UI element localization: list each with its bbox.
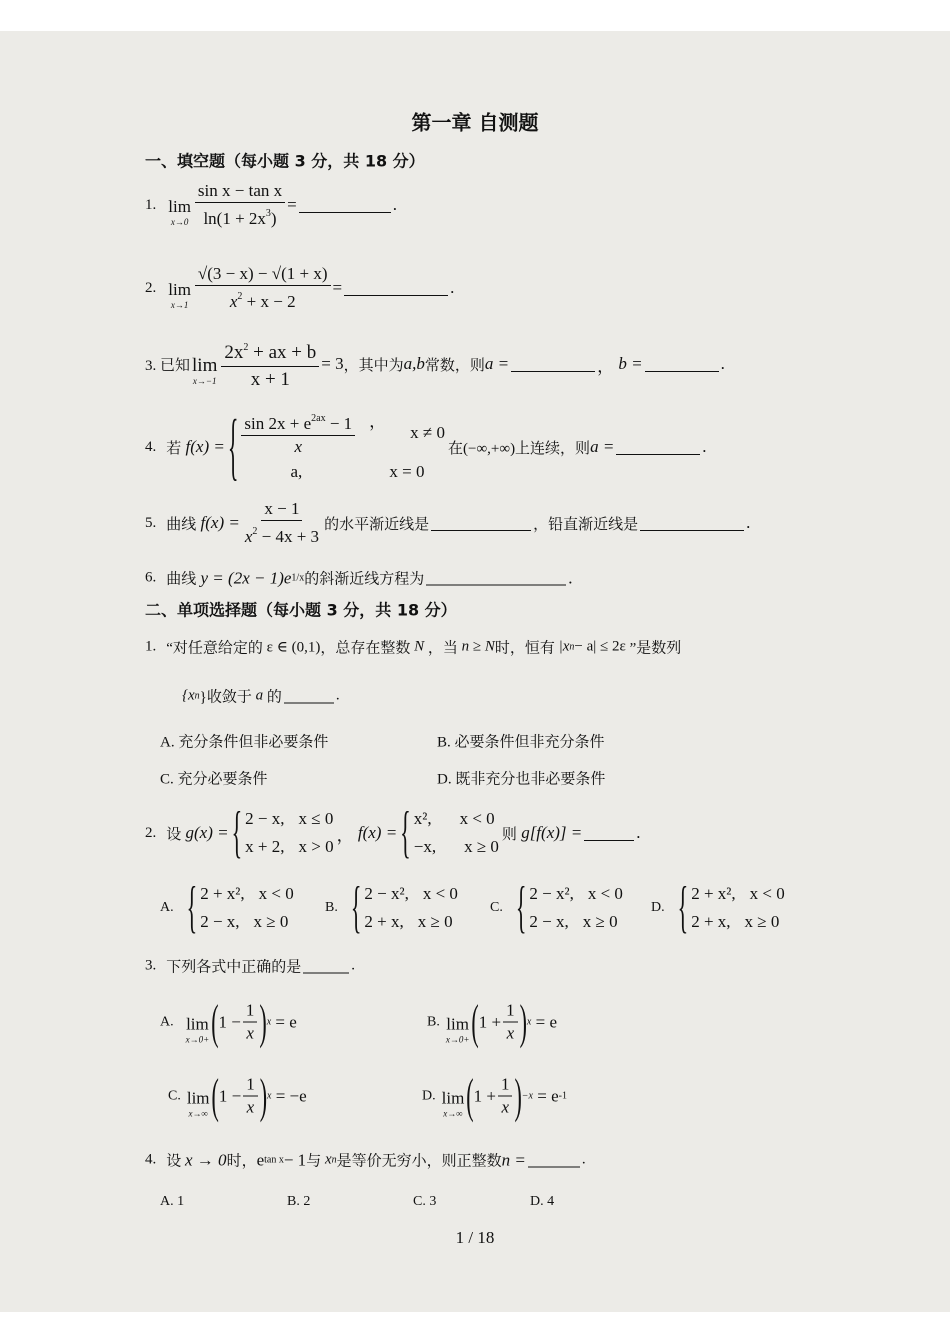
s1-question-1: 1. lim x→0 $\frac{\text{sin x − tan x}}{\ln(1 + 2x^3)}$ = . [145, 181, 397, 228]
answer-blank[interactable] [284, 689, 334, 704]
fraction: $\frac{2x^2 + ax + b}{x + 1}$ [221, 335, 319, 393]
section-1-heading: 一、填空题（每小题 3 分，共 18 分） [145, 151, 425, 171]
answer-blank[interactable] [426, 571, 566, 586]
s2-q2-options [160, 874, 788, 940]
option-d[interactable]: D. 4 [530, 1194, 555, 1209]
s1-question-3: 3. 已知 lim x→−1 $\frac{2x^2 + ax + b}{x + 1}$ = 3 ，其中为 a,b 常数，则 a = ， b = . [145, 335, 725, 393]
answer-blank-b[interactable] [645, 357, 719, 372]
document-page [0, 31, 950, 1312]
answer-blank[interactable] [299, 198, 391, 213]
answer-blank-vertical[interactable] [640, 516, 744, 531]
answer-blank[interactable] [528, 1153, 580, 1168]
answer-blank-a[interactable] [511, 357, 595, 372]
fraction: $\frac{x - 1}{x^2 - 4x + 3}$ [244, 499, 320, 546]
s1-question-6: 6. 曲线 y = (2x − 1)e 1/x 的斜渐近线方程为 . [145, 568, 573, 588]
s2-question-3: 3. 下列各式中正确的是 . [145, 957, 356, 976]
answer-blank[interactable] [616, 440, 700, 455]
s2-question-2: 2. 设 g(x) = { 2 − x, x ≤ 0 x + 2, x > 0 ， f(x) = { x², x < 0 −x, x ≥ 0 则 g[f(x)] = . [145, 799, 641, 865]
piecewise-f: { x², x < 0 −x, x ≥ 0 [400, 799, 499, 865]
answer-blank[interactable] [584, 826, 634, 841]
limit: lim x→0 [168, 197, 191, 227]
option-c[interactable]: C. 3 [413, 1194, 437, 1209]
answer-blank[interactable] [303, 959, 349, 974]
option-c[interactable]: C. { 2 − x², x < 0 2 − x, x ≥ 0 [490, 874, 623, 940]
s1-question-2: 2. lim x→1 $\frac{√(3 - x) - √(1 + x)}{x^2 + x - 2}$ = . [145, 264, 455, 311]
limit: lim x→1 [168, 280, 191, 310]
option-b[interactable]: B. lim x→0+ ( 1 + $\frac{1}{x}$ ) x = e [427, 993, 558, 1049]
option-c[interactable]: C. lim x→∞ ( 1 − $\frac{1}{x}$ ) x = −e [168, 1067, 307, 1123]
fraction: $\frac{\text{sin x − tan x}}{\ln(1 + 2x^3)}$ [195, 180, 285, 230]
answer-blank-horizontal[interactable] [431, 516, 531, 531]
page-number: 1 / 18 [455, 1228, 495, 1247]
section-2-heading: 二、单项选择题（每小题 3 分，共 18 分） [145, 600, 457, 620]
option-d[interactable]: D. { 2 + x², x < 0 2 + x, x ≥ 0 [651, 874, 785, 940]
option-b[interactable]: B. { 2 − x², x < 0 2 + x, x ≥ 0 [325, 874, 458, 940]
option-d[interactable]: D. 既非充分也非必要条件 [437, 771, 606, 788]
fraction: $\frac{√(3 - x) - √(1 + x)}{x^2 + x - 2}$ [195, 263, 331, 313]
piecewise-function: { $\frac{\sin 2x + e^{2ax} - 1}{x}$ ， x ≠ 0 a, x = 0 [227, 402, 446, 488]
option-a[interactable]: A. 1 [160, 1194, 185, 1209]
s1-question-5: 5. 曲线 f(x) = $\frac{x - 1}{x^2 - 4x + 3}$ 的水平渐近线是 ，铅直渐近线是 . [145, 499, 751, 546]
s2-question-4: 4. 设 x → 0 时， e tan x − 1 与 x n 是等价无穷小，则正整数 n = . [145, 1150, 586, 1170]
s1-question-4: 4. 若 f(x) = { $\frac{\sin 2x + e^{2ax} - 1}{x}$ ， x ≠ 0 a, x = 0 在(−∞,+∞)上连续，则 a = . [145, 402, 707, 488]
limit: lim x→−1 [192, 355, 218, 386]
answer-blank[interactable] [344, 281, 448, 296]
option-c[interactable]: C. 充分必要条件 [160, 771, 268, 788]
option-b[interactable]: B. 2 [287, 1194, 311, 1209]
option-a[interactable]: A. { 2 + x², x < 0 2 − x, x ≥ 0 [160, 874, 294, 940]
option-d[interactable]: D. lim x→∞ ( 1 + $\frac{1}{x}$ ) −x = e -1 [422, 1067, 567, 1123]
option-a[interactable]: A. 充分条件但非必要条件 [160, 734, 329, 751]
option-b[interactable]: B. 必要条件但非充分条件 [437, 734, 605, 751]
s2-question-1-continued: {x n }收敛于 a 的 . [182, 687, 340, 706]
page-title: 第一章 自测题 [411, 110, 539, 135]
s2-question-1: 1. “对任意给定的 ε ∈ (0,1) ，总存在整数 N ，当 n ≥ N 时，恒有 |x n − a| ≤ 2ε ”是数列 [145, 638, 682, 657]
piecewise-g: { 2 − x, x ≤ 0 x + 2, x > 0 [231, 799, 334, 865]
option-a[interactable]: A. lim x→0+ ( 1 − $\frac{1}{x}$ ) x = e [160, 993, 297, 1049]
